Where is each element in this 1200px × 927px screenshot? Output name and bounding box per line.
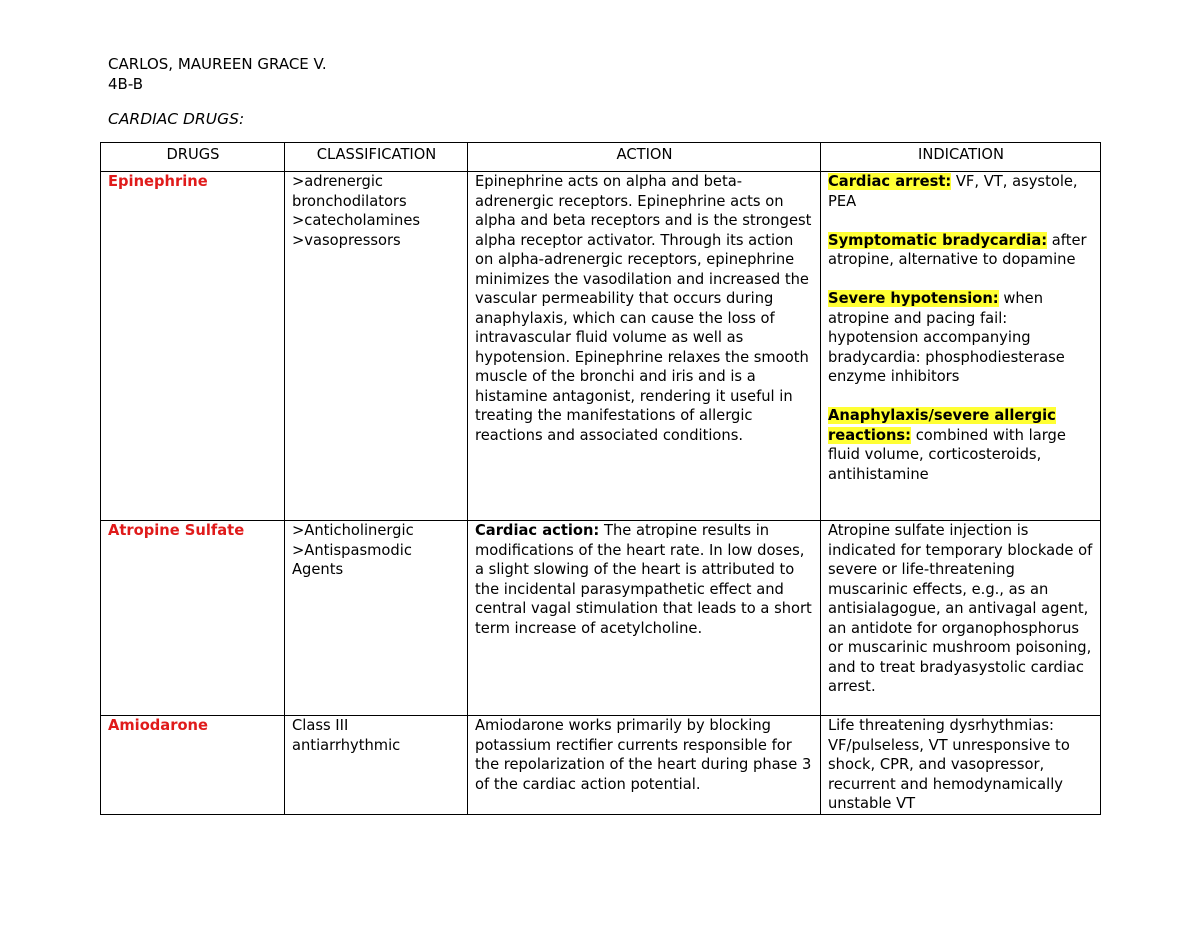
indication-entry bbox=[828, 406, 1094, 484]
classification-item: Class III bbox=[292, 717, 349, 734]
action-text: The atropine results in modifications of the heart rate. In low doses, a slight slowing of the heart is attributed to the incidental parasympathetic effect and central vagal stimulation that leads to a short term increase of acetylcholine. bbox=[475, 522, 812, 637]
document-title: CARDIAC DRUGS: bbox=[108, 110, 245, 128]
drug-name: Epinephrine bbox=[108, 173, 208, 190]
column-header-indication: INDICATION bbox=[821, 143, 1101, 172]
indication-text: VF, VT, asystole, PEA bbox=[828, 173, 1078, 210]
classification-item: >Antispasmodic bbox=[292, 541, 412, 559]
student-section: 4B-B bbox=[108, 75, 144, 93]
drug-cell bbox=[101, 172, 285, 521]
action-text: Amiodarone works primarily by blocking potassium rectifier currents responsible for the repolarization of the heart during phase 3 of the cardiac action potential. bbox=[475, 717, 812, 793]
indication-label: Severe hypotension: bbox=[828, 290, 999, 307]
table-row bbox=[101, 521, 1101, 716]
classification-item: bronchodilators bbox=[292, 192, 407, 210]
indication-text: after atropine, alternative to dopamine bbox=[828, 231, 1087, 268]
action-cell bbox=[468, 521, 821, 716]
indication-text: Life threatening dysrhythmias: VF/pulseless, VT unresponsive to shock, CPR, and vasopressor, recurrent and hemodynamically unstable VT bbox=[828, 717, 1070, 812]
classification-cell bbox=[285, 716, 468, 815]
classification-item: Agents bbox=[292, 561, 344, 578]
classification-item: >catecholamines bbox=[292, 212, 421, 229]
action-text: Epinephrine acts on alpha and beta-adrenergic receptors. Epinephrine acts on alpha and beta receptors and is the strongest alpha receptor activator. Through its action on alpha-adrenergic receptors, epinephrine minimizes the vasodilation and increased the vascular permeability that occurs during anaphylaxis, which can cause the loss of intravascular fluid volume as well as hypotension. Epinephrine relaxes the smooth muscle of the bronchi and iris and is a histamine antagonist, rendering it useful in treating the manifestations of allergic reactions and associated conditions. bbox=[475, 173, 812, 444]
indication-text: Atropine sulfate injection is indicated for temporary blockade of severe or life-threatening muscarinic effects, e.g., as an antisialagogue, an antivagal agent, an antidote for organophosphorus or muscarinic mushroom poisoning, and to treat bradyasystolic cardiac arrest. bbox=[828, 522, 1093, 695]
drug-name: Atropine Sulfate bbox=[108, 522, 245, 539]
column-header-classification: CLASSIFICATION bbox=[285, 143, 468, 172]
classification-cell bbox=[285, 521, 468, 716]
classification-item: >Anticholinergic bbox=[292, 522, 414, 539]
drug-name: Amiodarone bbox=[108, 717, 208, 734]
indication-text: when atropine and pacing fail: hypotension accompanying bradycardia: phosphodiesterase enzyme inhibitors bbox=[828, 290, 1065, 385]
table-row bbox=[101, 172, 1101, 521]
indication-entry bbox=[828, 172, 1094, 211]
indication-entry bbox=[828, 289, 1094, 387]
column-header-action: ACTION bbox=[468, 143, 821, 172]
indication-label: Anaphylaxis/severe allergic reactions: bbox=[828, 407, 1056, 444]
drug-cell bbox=[101, 716, 285, 815]
document-header bbox=[108, 54, 327, 94]
column-header-drugs: DRUGS bbox=[101, 143, 285, 172]
student-name: CARLOS, MAUREEN GRACE V. bbox=[108, 55, 327, 73]
table-header-row bbox=[101, 143, 1101, 172]
cardiac-drugs-table bbox=[100, 142, 1101, 815]
table-row bbox=[101, 716, 1101, 815]
indication-label: Symptomatic bradycardia: bbox=[828, 231, 1048, 249]
action-label: Cardiac action: bbox=[475, 522, 600, 539]
classification-cell bbox=[285, 172, 468, 521]
action-cell bbox=[468, 172, 821, 521]
indication-cell bbox=[821, 521, 1101, 716]
indication-label: Cardiac arrest: bbox=[828, 173, 952, 190]
drug-cell bbox=[101, 521, 285, 716]
indication-text: combined with large fluid volume, corticosteroids, antihistamine bbox=[828, 426, 1066, 483]
classification-item: antiarrhythmic bbox=[292, 736, 401, 754]
action-cell bbox=[468, 716, 821, 815]
indication-entry bbox=[828, 231, 1094, 270]
indication-cell bbox=[821, 172, 1101, 521]
indication-cell bbox=[821, 716, 1101, 815]
classification-item: >vasopressors bbox=[292, 231, 401, 249]
classification-item: >adrenergic bbox=[292, 173, 383, 190]
